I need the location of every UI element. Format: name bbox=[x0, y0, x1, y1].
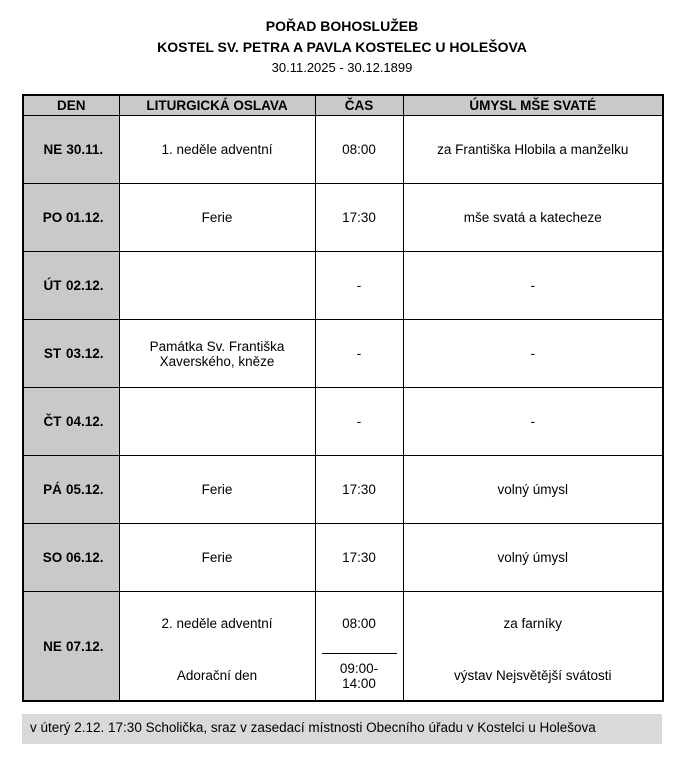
cas-cell: 17:30 bbox=[315, 184, 403, 252]
den-cell bbox=[23, 388, 119, 456]
header-den: DEN bbox=[23, 95, 119, 116]
den-cell bbox=[23, 116, 119, 184]
schedule-table bbox=[22, 94, 664, 703]
day-label: ST bbox=[43, 346, 62, 361]
date-label: 07.12. bbox=[65, 638, 104, 654]
cas-cell: 17:30 bbox=[315, 524, 403, 592]
oslava-cell: Ferie bbox=[119, 456, 315, 524]
date-label: 03.12. bbox=[65, 346, 104, 361]
day-label: PO bbox=[42, 210, 63, 225]
day-label: ÚT bbox=[43, 278, 62, 293]
table-row bbox=[23, 116, 663, 184]
table-row bbox=[23, 388, 663, 456]
umysl-cell: volný úmysl bbox=[403, 456, 663, 524]
cas-cell bbox=[315, 592, 403, 702]
table-row bbox=[23, 320, 663, 388]
den-cell bbox=[23, 456, 119, 524]
page-title-line1: POŘAD BOHOSLUŽEB bbox=[265, 18, 419, 34]
den-cell bbox=[23, 320, 119, 388]
umysl-cell: volný úmysl bbox=[403, 524, 663, 592]
cas-text: 08:00 bbox=[342, 615, 376, 631]
oslava-cell bbox=[119, 252, 315, 320]
day-label: SO bbox=[42, 550, 63, 565]
umysl-text: výstav Nejsvětější svátosti bbox=[453, 668, 612, 684]
umysl-cell: - bbox=[403, 320, 663, 388]
table-row bbox=[23, 592, 663, 702]
title-block bbox=[22, 16, 662, 78]
page-title-dates: 30.11.2025 - 30.12.1899 bbox=[271, 60, 413, 75]
cas-cell: - bbox=[315, 252, 403, 320]
date-label: 02.12. bbox=[65, 278, 104, 293]
day-label: PÁ bbox=[43, 482, 62, 497]
umysl-cell: za Františka Hlobila a manželku bbox=[403, 116, 663, 184]
date-label: 30.11. bbox=[66, 142, 104, 157]
day-label: NE bbox=[43, 638, 62, 654]
den-cell bbox=[23, 524, 119, 592]
oslava-text: 2. neděle adventní bbox=[161, 616, 273, 632]
date-label: 05.12. bbox=[65, 482, 104, 497]
oslava-cell: Ferie bbox=[119, 184, 315, 252]
den-cell bbox=[23, 252, 119, 320]
header-cas: ČAS bbox=[315, 95, 403, 116]
oslava-cell bbox=[119, 388, 315, 456]
umysl-cell: mše svatá a katecheze bbox=[403, 184, 663, 252]
day-label: NE bbox=[43, 142, 63, 157]
den-cell bbox=[23, 592, 119, 702]
oslava-cell: Památka Sv. Františka Xaverského, kněze bbox=[119, 320, 315, 388]
date-label: 04.12. bbox=[65, 414, 104, 429]
day-label: ČT bbox=[43, 414, 62, 429]
oslava-text: Adorační den bbox=[176, 668, 258, 684]
den-cell bbox=[23, 184, 119, 252]
cas-cell: 17:30 bbox=[315, 456, 403, 524]
cas-cell: - bbox=[315, 320, 403, 388]
cas-cell: - bbox=[315, 388, 403, 456]
umysl-cell: - bbox=[403, 388, 663, 456]
cas-text: 09:00-14:00 bbox=[322, 653, 397, 698]
umysl-text: za farníky bbox=[503, 616, 563, 632]
oslava-cell: 1. neděle adventní bbox=[119, 116, 315, 184]
schedule-body bbox=[23, 116, 663, 702]
header-umysl: ÚMYSL MŠE SVATÉ bbox=[403, 95, 663, 116]
header-oslava: LITURGICKÁ OSLAVA bbox=[119, 95, 315, 116]
table-row bbox=[23, 456, 663, 524]
table-row bbox=[23, 524, 663, 592]
oslava-cell: Ferie bbox=[119, 524, 315, 592]
page-title-line2: KOSTEL SV. PETRA A PAVLA KOSTELEC U HOLEŠOVA bbox=[157, 39, 527, 55]
date-label: 06.12. bbox=[65, 550, 104, 565]
umysl-cell: - bbox=[403, 252, 663, 320]
date-label: 01.12. bbox=[65, 210, 104, 225]
oslava-cell bbox=[119, 592, 315, 702]
table-header-row bbox=[23, 95, 663, 116]
table-row bbox=[23, 252, 663, 320]
table-row bbox=[23, 184, 663, 252]
umysl-cell bbox=[403, 592, 663, 702]
footer-note: v úterý 2.12. 17:30 Scholička, sraz v zasedací místnosti Obecního úřadu v Kostelci u Holešova bbox=[22, 714, 662, 744]
cas-cell: 08:00 bbox=[315, 116, 403, 184]
